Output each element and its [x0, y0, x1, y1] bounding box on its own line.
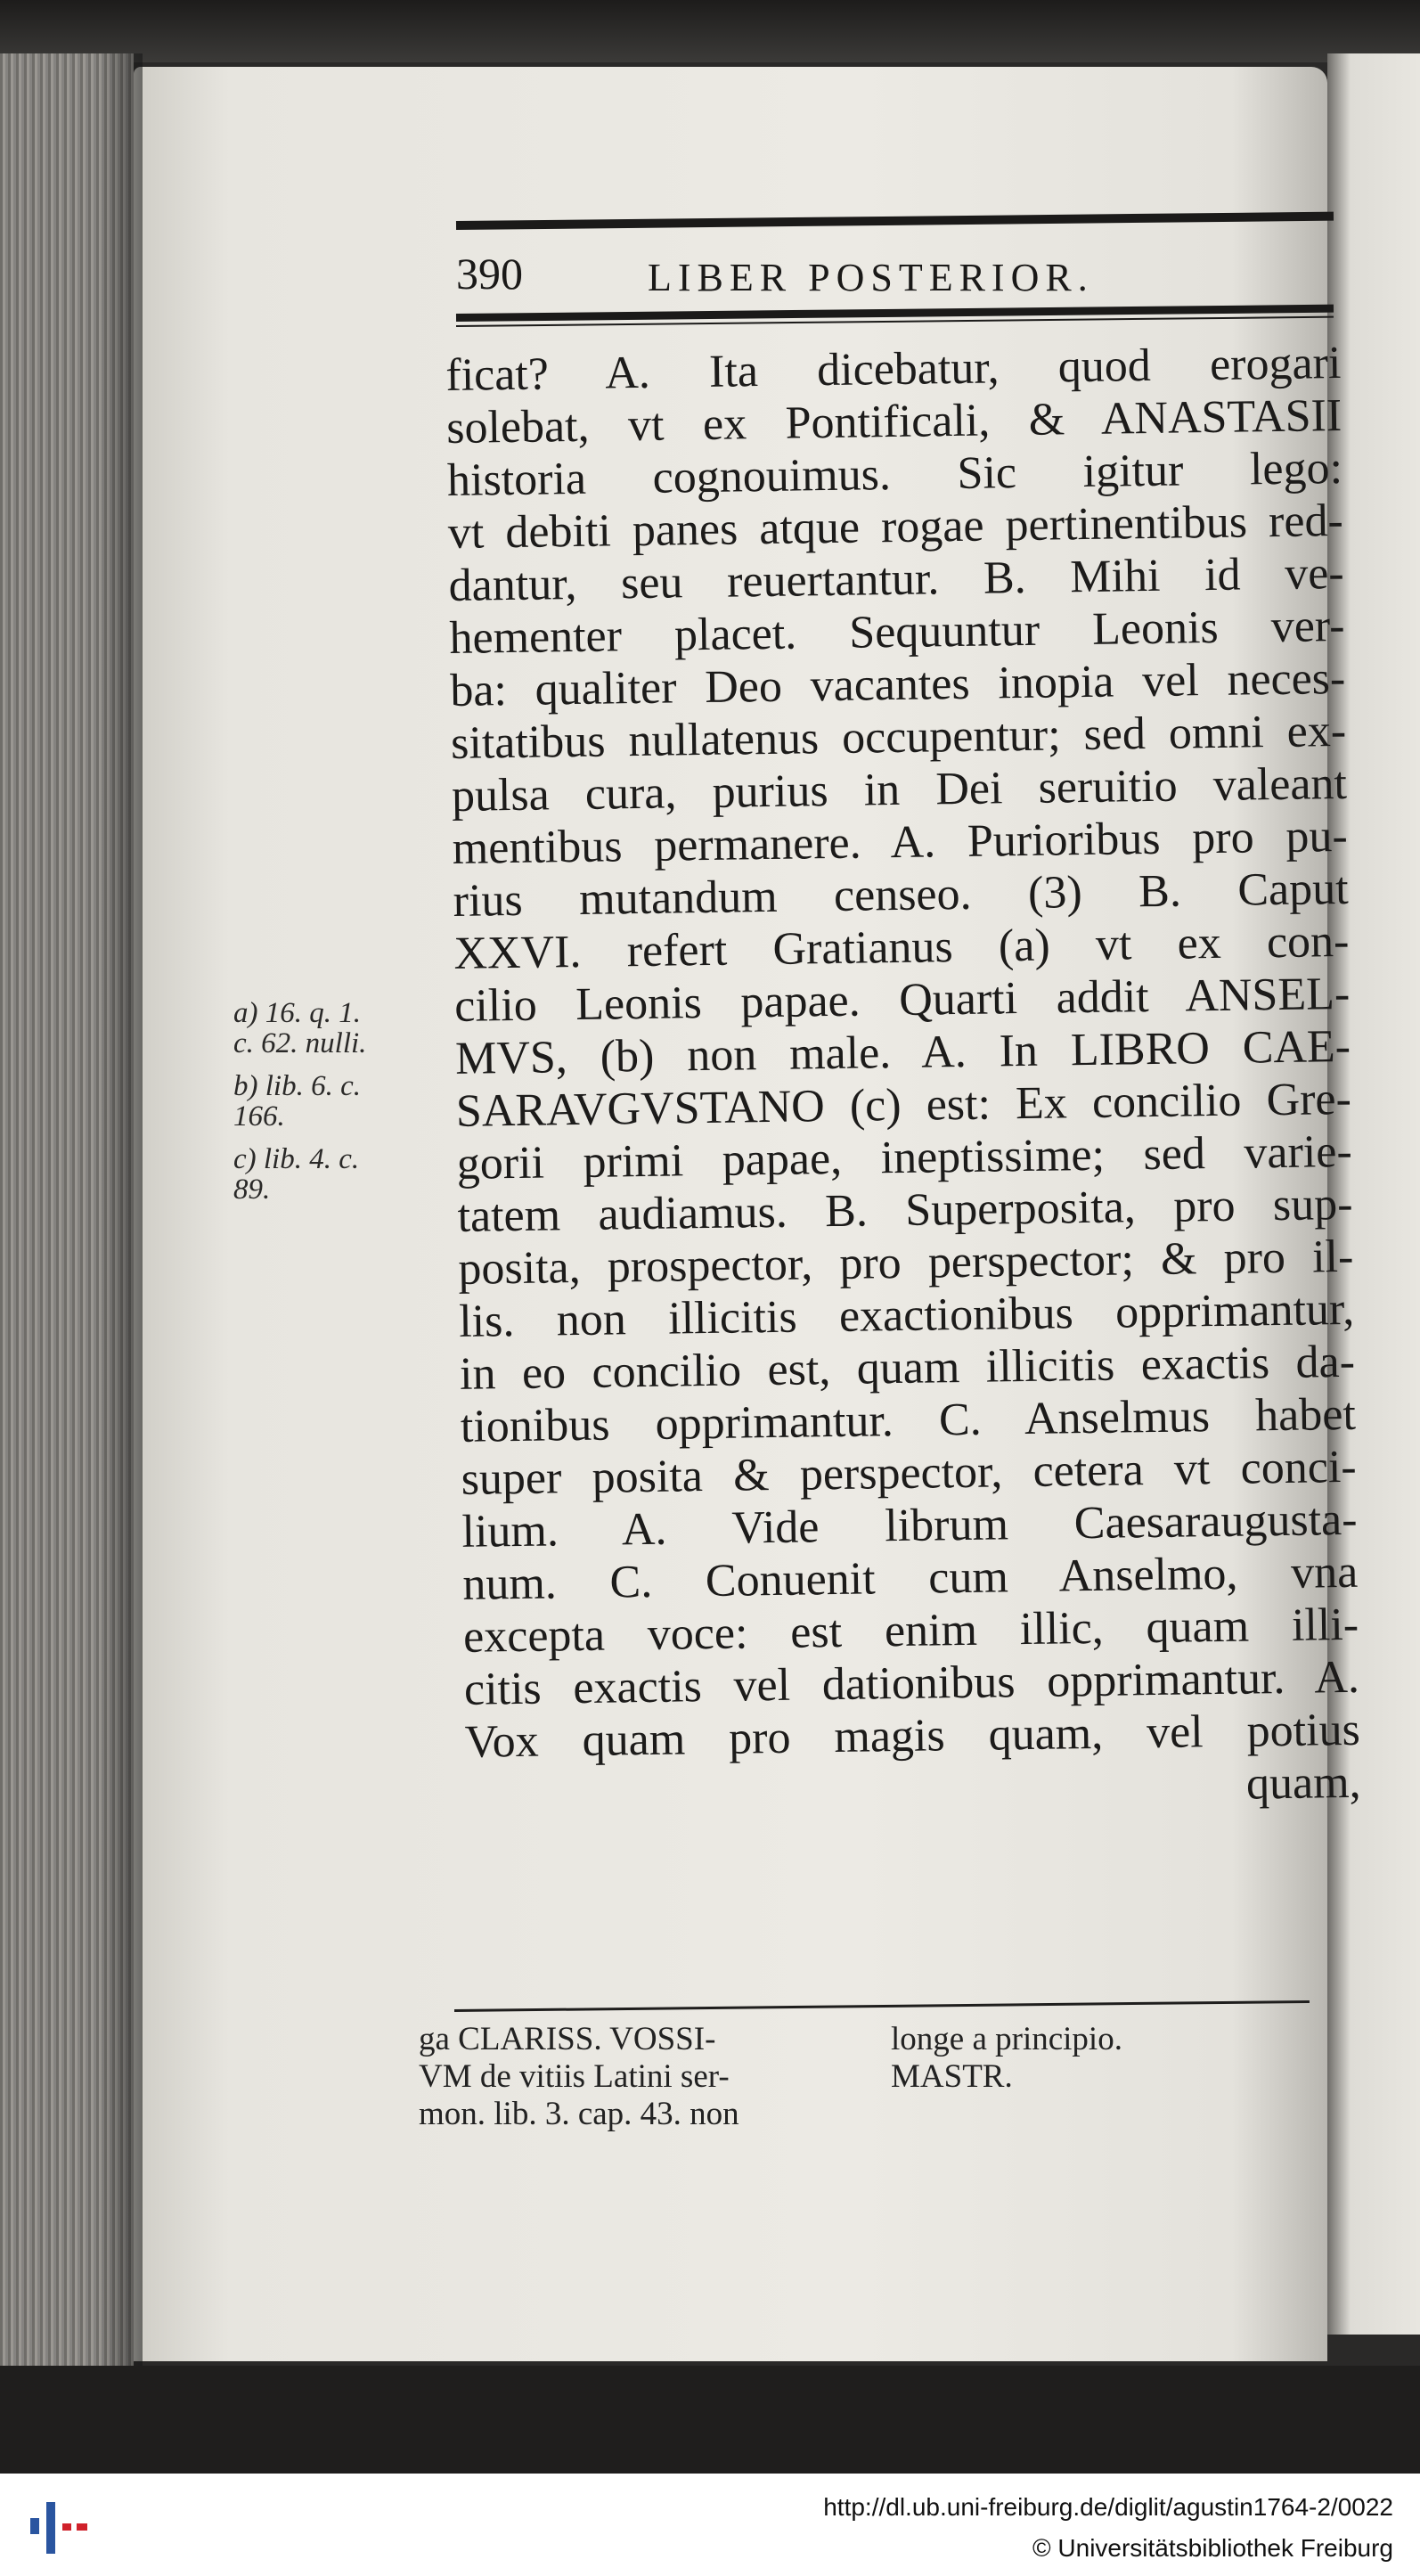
- margin-note-line: c. 62. nulli.: [233, 1027, 367, 1059]
- margin-note: [233, 998, 447, 1059]
- margin-notes: [233, 998, 447, 1217]
- footnote-line: longe a principio.: [891, 2021, 1122, 2057]
- footnote-line: VM de vitiis Latini ser-: [419, 2058, 730, 2095]
- body-line: in eo concilio est, quam illicitis exactis da-: [459, 1336, 1356, 1400]
- footnote-right-column: [891, 2021, 1310, 2096]
- body-line: rius mutandum censeo. (3) B. Caput: [453, 863, 1349, 927]
- body-line: num. C. Conuenit cum Anselmo, vna: [461, 1546, 1359, 1610]
- body-line: dantur, seu reuertantur. B. Mihi id ve-: [448, 547, 1345, 611]
- body-line: historia cognouimus. Sic igitur lego:: [446, 442, 1343, 506]
- scan-bottom-background: [0, 2366, 1420, 2474]
- body-line: vt debiti panes atque rogae pertinentibus red-: [447, 495, 1344, 559]
- body-line: lium. A. Vide librum Caesaraugusta-: [461, 1493, 1358, 1558]
- body-line: posita, prospector, pro perspector; & pro il-: [458, 1231, 1354, 1295]
- viewer-footer: [0, 2474, 1420, 2576]
- margin-note-line: a) 16. q. 1.: [233, 997, 361, 1029]
- scan-top-background: [0, 0, 1420, 62]
- footnote-line: MASTR.: [891, 2058, 1013, 2095]
- body-line: ficat? A. Ita dicebatur, quod erogari: [445, 337, 1342, 401]
- margin-note: [233, 1071, 447, 1132]
- body-line: XXVI. refert Gratianus (a) vt ex con-: [453, 915, 1350, 979]
- library-logo-icon: [25, 2491, 96, 2563]
- body-line: hementer placet. Sequuntur Leonis ver-: [449, 600, 1345, 664]
- body-line: super posita & perspector, cetera vt conci-: [461, 1441, 1358, 1505]
- body-line: gorii primi papae, ineptissime; sed varie-: [456, 1125, 1353, 1190]
- body-line: pulsa cura, purius in Dei seruitio valeant: [451, 757, 1348, 822]
- margin-note-line: c) lib. 4. c.: [233, 1143, 360, 1175]
- margin-note-line: 166.: [233, 1100, 285, 1133]
- body-line: lis. non illicitis exactionibus opprimantur,: [458, 1283, 1355, 1347]
- body-line: SARAVGVSTANO (c) est: Ex concilio Gre-: [455, 1073, 1352, 1137]
- margin-note-line: b) lib. 6. c.: [233, 1070, 361, 1102]
- body-line: ba: qualiter Deo vacantes inopia vel neces-: [449, 652, 1346, 716]
- body-line: tionibus opprimantur. C. Anselmus habet: [460, 1388, 1357, 1452]
- body-line: mentibus permanere. A. Purioribus pro pu-: [452, 810, 1349, 874]
- running-head: [456, 248, 1334, 310]
- margin-note: [233, 1144, 447, 1205]
- body-line: citis exactis vel dationibus opprimantur. A.: [463, 1651, 1360, 1715]
- body-line: tatem audiamus. B. Superposita, pro sup-: [457, 1178, 1353, 1242]
- body-text: [445, 337, 1361, 1821]
- body-line: solebat, vt ex Pontificali, & ANASTASII: [445, 389, 1342, 454]
- footnote-line: ga CLARISS. VOSSI-: [419, 2021, 716, 2057]
- gutter-shadow: [98, 53, 143, 2388]
- document-url-link[interactable]: http://dl.ub.uni-freiburg.de/diglit/agustin1764-2/0022: [823, 2493, 1393, 2521]
- copyright-notice: © Universitätsbibliothek Freiburg: [1032, 2534, 1393, 2562]
- margin-note-line: 89.: [233, 1174, 271, 1206]
- footnote-line: mon. lib. 3. cap. 43. non: [419, 2096, 739, 2132]
- body-line: excepta voce: est enim illic, quam illi-: [462, 1599, 1359, 1663]
- running-head-title: LIBER POSTERIOR.: [648, 256, 1094, 299]
- body-line: MVS, (b) non male. A. In LIBRO CAE-: [454, 1020, 1351, 1084]
- body-line: Vox quam pro magis quam, vel potius: [464, 1704, 1361, 1768]
- body-line: quam,: [1245, 1756, 1361, 1810]
- body-line: sitatibus nullatenus occupentur; sed omni ex-: [450, 705, 1347, 769]
- body-line: cilio Leonis papae. Quarti addit ANSEL-: [453, 968, 1351, 1032]
- footnote-left-column: [419, 2021, 882, 2133]
- page-number: 390: [456, 249, 523, 298]
